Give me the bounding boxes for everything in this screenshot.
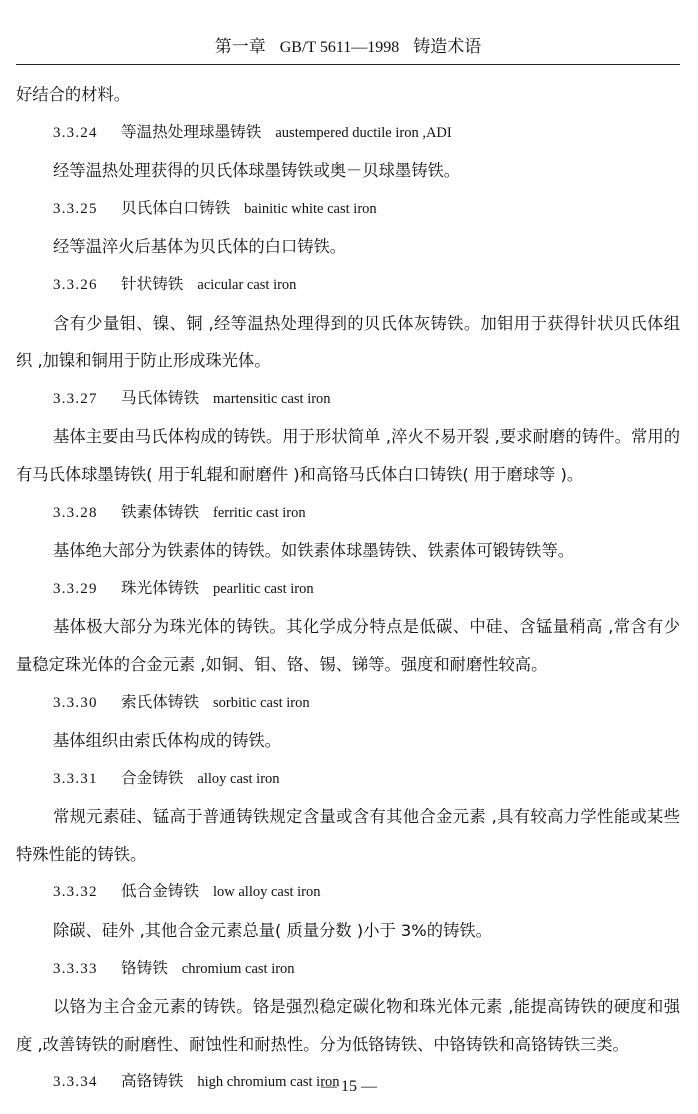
- term-number: 3.3.34: [53, 1074, 98, 1091]
- term-number: 3.3.31: [53, 770, 98, 787]
- term-english: austempered ductile iron ,ADI: [275, 124, 452, 141]
- term-definition: 基体极大部分为珠光体的铸铁。其化学成分特点是低碳、中硅、含锰量稍高 ,常含有少量稳定珠光体的合金元素 ,如铜、钼、铬、锡、锑等。强度和耐磨性较高。: [16, 617, 680, 674]
- term-english: low alloy cast iron: [212, 884, 321, 901]
- term-chinese: 贝氏体白口铸铁: [121, 198, 231, 217]
- term-number: 3.3.32: [53, 884, 98, 901]
- lead-text: 好结合的材料。: [16, 85, 130, 104]
- term-heading: [53, 950, 680, 989]
- document-body: [16, 76, 680, 1102]
- term-chinese: 马氏体铸铁: [121, 388, 199, 407]
- term-heading: [53, 380, 680, 419]
- term-definition: 经等温热处理获得的贝氏体球墨铸铁或奥－贝球墨铸铁。: [53, 161, 461, 181]
- term-chinese: 高铬铸铁: [121, 1072, 184, 1091]
- term-definition: 基体绝大部分为铁素体的铸铁。如铁素体球墨铸铁、铁素体可锻铸铁等。: [53, 541, 575, 561]
- term-definition: 常规元素硅、锰高于普通铸铁规定含量或含有其他合金元素 ,具有较高力学性能或某些特殊性能的铸铁。: [16, 807, 680, 864]
- term-number: 3.3.29: [53, 580, 98, 597]
- chapter-label: 第一章: [214, 37, 266, 57]
- page-number: — 15 —: [321, 1078, 377, 1095]
- term-chinese: 索氏体铸铁: [121, 692, 199, 711]
- term-heading: [53, 873, 680, 912]
- term-english: pearlitic cast iron: [212, 580, 314, 597]
- term-chinese: 合金铸铁: [121, 768, 184, 787]
- term-definition: 含有少量钼、镍、铜 ,经等温热处理得到的贝氏体灰铸铁。加钼用于获得针状贝氏体组织 ,加镍和铜用于防止形成珠光体。: [16, 313, 680, 371]
- standard-number: GB/T 5611—1998: [279, 39, 400, 56]
- term-english: high chromium cast iron: [197, 1074, 340, 1091]
- term-heading: [53, 760, 680, 799]
- term-number: 3.3.28: [53, 504, 98, 521]
- term-definition: 经等温淬火后基体为贝氏体的白口铸铁。: [53, 237, 347, 257]
- term-heading: [53, 266, 680, 305]
- term-english: ferritic cast iron: [212, 504, 306, 521]
- term-english: alloy cast iron: [197, 770, 280, 787]
- term-english: acicular cast iron: [197, 276, 297, 293]
- term-heading: [53, 684, 680, 723]
- term-chinese: 低合金铸铁: [121, 882, 199, 901]
- term-heading: [53, 114, 680, 153]
- term-number: 3.3.25: [53, 200, 98, 217]
- term-english: bainitic white cast iron: [244, 200, 377, 217]
- term-definition: 基体主要由马氏体构成的铸铁。用于形状简单 ,淬火不易开裂 ,要求耐磨的铸件。常用的有马氏体球墨铸铁( 用于轧辊和耐磨件 )和高铬马氏体白口铸铁( 用于磨球等 )。: [16, 427, 680, 484]
- term-english: sorbitic cast iron: [212, 694, 310, 711]
- header-title: 铸造术语: [413, 37, 482, 57]
- page-header: [16, 36, 680, 65]
- term-number: 3.3.27: [53, 390, 98, 407]
- term-definition: 以铬为主合金元素的铸铁。铬是强烈稳定碳化物和珠光体元素 ,能提高铸铁的硬度和强度 ,改善铸铁的耐磨性、耐蚀性和耐热性。分为低铬铸铁、中铬铸铁和高铬铸铁三类。: [16, 997, 680, 1054]
- term-english: martensitic cast iron: [212, 390, 331, 407]
- term-definition: 基体组织由索氏体构成的铸铁。: [53, 731, 281, 751]
- term-chinese: 珠光体铸铁: [121, 578, 199, 597]
- term-definition: 除碳、硅外 ,其他合金元素总量( 质量分数 )小于 3%的铸铁。: [53, 921, 492, 941]
- term-number: 3.3.24: [53, 124, 98, 141]
- term-heading: [53, 190, 680, 229]
- term-english: chromium cast iron: [181, 960, 295, 977]
- term-chinese: 等温热处理球墨铸铁: [121, 122, 262, 141]
- term-chinese: 针状铸铁: [121, 274, 184, 293]
- term-chinese: 铬铸铁: [121, 958, 168, 977]
- term-heading: [53, 494, 680, 533]
- term-number: 3.3.33: [53, 960, 98, 977]
- term-number: 3.3.26: [53, 276, 98, 293]
- term-chinese: 铁素体铸铁: [121, 502, 199, 521]
- term-heading: [53, 570, 680, 609]
- term-number: 3.3.30: [53, 694, 98, 711]
